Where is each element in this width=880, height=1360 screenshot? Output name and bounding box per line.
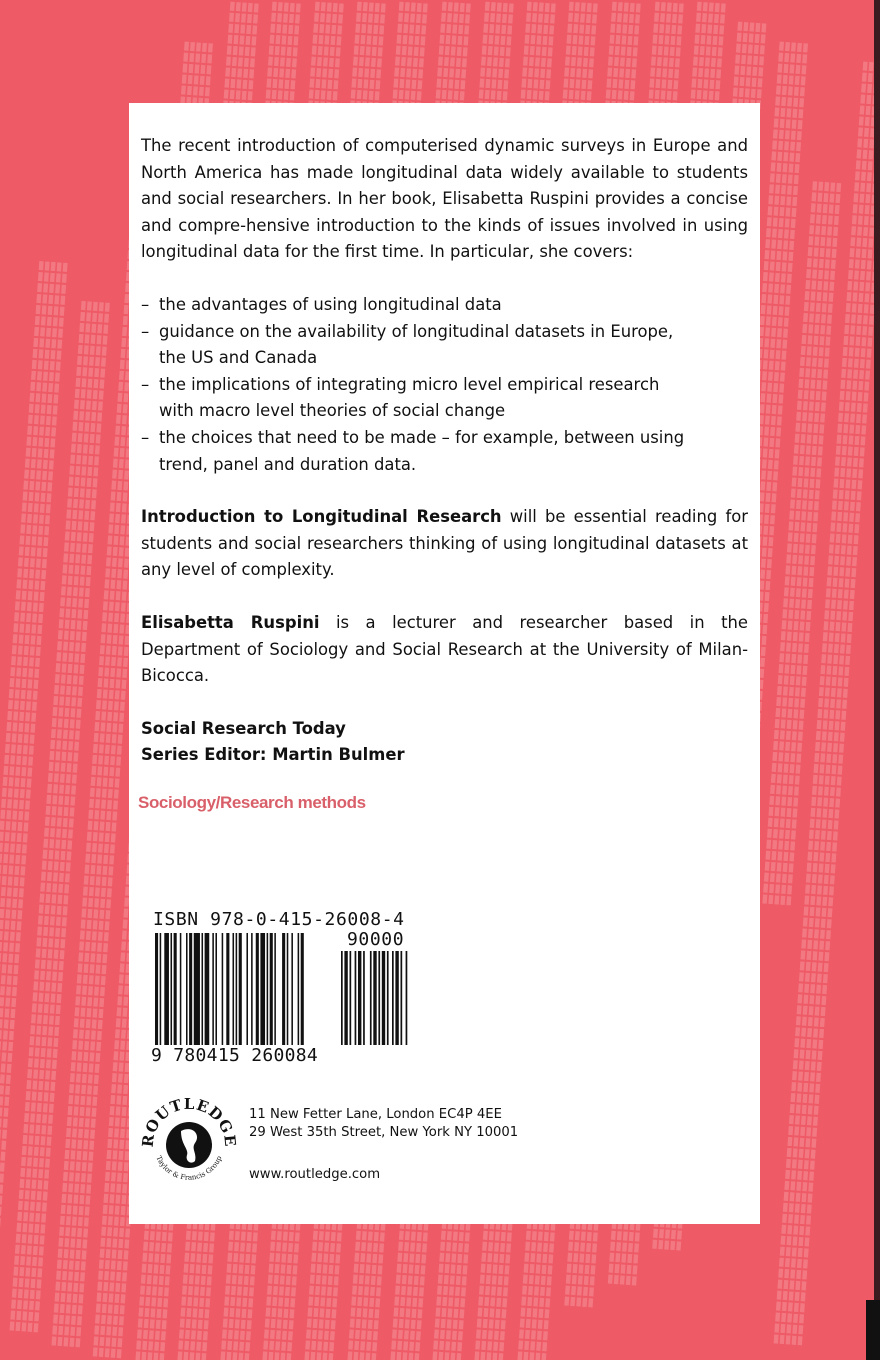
address-line: 29 West 35th Street, New York NY 10001 bbox=[249, 1125, 519, 1140]
list-item: – the implications of integrating micro level empirical research with macro level theories of social change bbox=[141, 372, 748, 425]
subject-category: Sociology/Research methods bbox=[138, 792, 366, 812]
author-name: Elisabetta Ruspini bbox=[141, 612, 320, 632]
author-bio bbox=[141, 610, 748, 690]
author-bio-text: is a lecturer and researcher based in the Department of Sociology and Social Research at the University of Milan-Bicocca. bbox=[141, 612, 748, 686]
back-cover-panel bbox=[129, 103, 760, 1224]
logo-subtext: Taylor & Francis Group bbox=[154, 1154, 224, 1182]
address-line: 11 New Fetter Lane, London EC4P 4EE bbox=[249, 1107, 502, 1122]
series-info bbox=[141, 716, 748, 769]
series-editor: Series Editor: Martin Bulmer bbox=[141, 745, 405, 765]
publisher-address bbox=[249, 1106, 518, 1142]
barcode-digits: 9 780415 260084 bbox=[151, 1045, 319, 1066]
logo-text: OUTLEDG bbox=[141, 1095, 237, 1137]
book-title: Introduction to Longitudinal Research bbox=[141, 507, 502, 527]
isbn-text: ISBN 978-0-415-26008-4 bbox=[153, 909, 405, 930]
covers-list bbox=[141, 292, 748, 478]
book-desc-text: will be essential reading for students and social researchers thinking of using longitudinal datasets at any level of complexity. bbox=[141, 507, 748, 580]
list-item: – the advantages of using longitudinal data bbox=[141, 292, 748, 319]
price-code: 90000 bbox=[347, 929, 405, 950]
intro-paragraph: The recent introduction of computerised dynamic surveys in Europe and North America has made longitudinal data widely available to students and social researchers. In her book, Elisabetta Ruspini provides a concise and compre-hensive introduction to the kinds of issues involved in using longitudinal data for the first time. In particular, she covers: bbox=[141, 136, 748, 262]
list-item: – guidance on the availability of longitudinal datasets in Europe, the US and Canada bbox=[141, 319, 748, 372]
corner-mark bbox=[866, 1300, 880, 1360]
publisher-website[interactable]: www.routledge.com bbox=[249, 1167, 381, 1182]
cover-edge bbox=[874, 0, 880, 1360]
list-item: – the choices that need to be made – for example, between using trend, panel and duration data. bbox=[141, 425, 748, 478]
series-title: Social Research Today bbox=[141, 718, 346, 738]
routledge-logo-icon bbox=[141, 1095, 237, 1191]
book-description bbox=[141, 504, 748, 584]
